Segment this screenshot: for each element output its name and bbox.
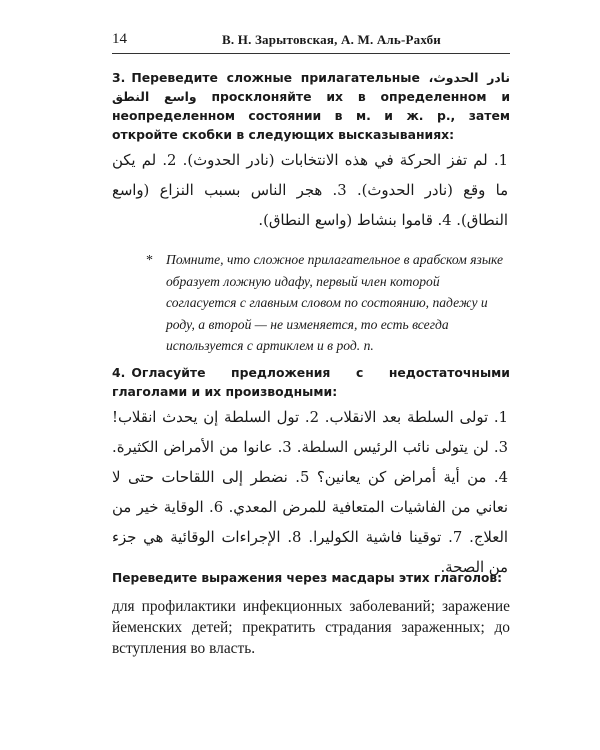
task-3-text: Переведите сложные прилагательные نادر الحدوث، واسع النطق просклоняйте их в определенном и неопределенном состоянии в м. и ж. р., затем откройте скобки в следующих высказываниях: <box>112 70 510 142</box>
note-marker: * <box>146 253 153 268</box>
page-number: 14 <box>112 31 127 47</box>
masdar-instruction: Переведите выражения через масдары этих глаголов: <box>112 571 502 585</box>
task-4-instruction <box>112 363 510 401</box>
task-3-arabic-text: 1. لم تفز الحركة في هذه الانتخابات (نادر الحدوث). 2. لم يكن ما وقع (نادر الحدوث). 3. هجر الناس بسبب النزاع (واسع النطاق). 4. قاموا بنشاط (واسع النطاق). <box>112 152 509 229</box>
page-header <box>112 31 510 54</box>
task-3-number: 3. <box>112 70 126 85</box>
running-title: В. Н. Зарытовская, А. М. Аль-Рахби <box>222 32 441 47</box>
task-4-arabic-text: 1. تولى السلطة بعد الانقلاب. 2. تول السلطة إن يحدث انقلاب! 3. لن يتولى نائب الرئيس السلطة. 3. عانوا من الأمراض الكثيرة. 4. من أية أمراض كن يعانين؟ 5. نضطر إلى اللقاحات حتى لا نعاني من الفاشيات المتعافية للمرض المعدي. 6. الوقاية خير من العلاج. 7. توقينا فاشية الكوليرا. 8. الإجراءات الوقائية هي جزء من الصحة. <box>112 409 508 576</box>
task-3-instruction <box>112 68 510 144</box>
task-4-number: 4. <box>112 365 126 380</box>
russian-phrases: для профилактики инфекционных заболеваний; заражение йеменских детей; прекратить страдания зараженных; до вступления во власть. <box>112 598 510 657</box>
task-4-text: Огласуйте предложения с недостаточными глаголами и их производными: <box>112 365 510 399</box>
grammar-note: Помните, что сложное прилагательное в арабском языке образует ложную идафу, первый член которой согласуется с главным словом по состоянию, падежу и роду, а второй — не изменяется, то есть всегда используется с артиклем и в род. п. <box>166 252 504 353</box>
